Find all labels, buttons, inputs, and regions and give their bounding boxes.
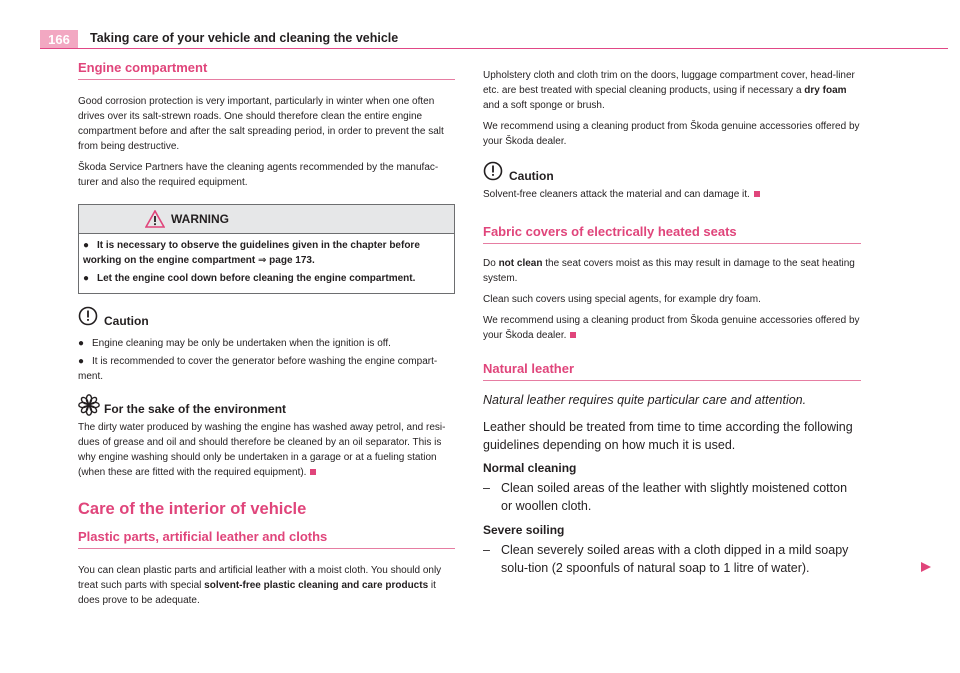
environment-header xyxy=(78,394,455,418)
caution-title: Caution xyxy=(104,314,149,328)
warning-header xyxy=(79,205,454,234)
engine-paragraph-2: Škoda Service Partners have the cleaning agents recommended by the manufac-turer and also the required equipment. xyxy=(78,162,439,188)
caution-item-text: Engine cleaning may be only be undertaken when the ignition is off. xyxy=(92,338,391,349)
warning-item-text: Let the engine cool down before cleaning the engine compartment. xyxy=(97,273,416,284)
normal-cleaning-title: Normal cleaning xyxy=(483,461,577,475)
heated-text-1: Do xyxy=(483,258,499,269)
bullet-icon: ● xyxy=(78,338,85,349)
leather-intro: Natural leather requires quite particular care and attention. xyxy=(483,393,807,407)
severe-soiling-title: Severe soiling xyxy=(483,523,565,537)
leather-paragraph: Leather should be treated from time to time according the following guidelines depending on how much it is used. xyxy=(483,420,853,452)
heated-text-bold: not clean xyxy=(498,258,543,269)
plastic-text-bold: solvent-free plastic cleaning and care products xyxy=(204,580,429,591)
bullet-icon: ● xyxy=(78,356,85,367)
normal-cleaning-text: Clean soiled areas of the leather with slightly moistened cotton or woollen cloth. xyxy=(501,481,848,513)
plastic-text-2: it does prove to be adequate. xyxy=(78,580,436,606)
section-end-marker xyxy=(310,469,316,475)
natural-leather-heading: Natural leather xyxy=(483,361,861,381)
environment-text xyxy=(78,420,455,480)
caution-title: Caution xyxy=(509,169,554,183)
section-end-marker xyxy=(754,191,760,197)
page-header xyxy=(40,30,948,50)
caution-item-text: It is recommended to cover the generator before washing the engine compart-ment. xyxy=(78,356,438,382)
bullet-icon: ● xyxy=(83,273,90,284)
caution-header xyxy=(78,306,455,330)
next-page-arrow-icon[interactable] xyxy=(920,561,932,573)
upholstery-paragraph-2: We recommend using a cleaning product from Škoda genuine accessories offered by your Škoda dealer. xyxy=(483,121,860,147)
left-column xyxy=(78,60,455,614)
upholstery-paragraph-1 xyxy=(483,68,861,113)
warning-item xyxy=(83,238,450,268)
caution-text-content: Solvent-free cleaners attack the material and can damage it. xyxy=(483,189,750,200)
plastic-parts-heading: Plastic parts, artificial leather and cloths xyxy=(78,529,455,549)
severe-soiling-text: Clean severely soiled areas with a cloth dipped in a mild soapy solu-tion (2 spoonfuls of natural soap to 1 litre of water). xyxy=(501,543,849,575)
plastic-text-1: You can clean plastic parts and artificial leather with a moist cloth. You should only treat such parts with special xyxy=(78,565,442,591)
page-title: Taking care of your vehicle and cleaning the vehicle xyxy=(90,31,399,45)
heated-text-2: the seat covers moist as this may result in damage to the seat heating system. xyxy=(483,258,855,284)
caution-header xyxy=(483,161,861,185)
caution-item xyxy=(78,336,455,351)
dash-marker: – xyxy=(483,481,490,495)
normal-cleaning-item xyxy=(483,479,861,515)
page-number: 166 xyxy=(40,30,78,49)
warning-triangle-icon xyxy=(145,210,165,228)
engine-caution xyxy=(78,306,455,384)
upholstery-caution xyxy=(483,161,861,202)
severe-soiling-item xyxy=(483,541,861,577)
bullet-icon: ● xyxy=(83,240,90,251)
environment-text-content: The dirty water produced by washing the engine has washed away petrol, and resi-dues of grease and oil and should therefore be cleaned by an oil separator. This is why engine washing should only be undertaken in a garage or at a fueling station (when these are fitted with the required equipment). xyxy=(78,422,446,478)
upholstery-text-1: Upholstery cloth and cloth trim on the doors, luggage compartment cover, head-liner etc. are best treated with special cleaning products, using if necessary a xyxy=(483,70,855,96)
upholstery-text-bold: dry foam xyxy=(804,85,847,96)
right-column xyxy=(483,68,861,585)
warning-body xyxy=(79,234,454,293)
warning-title: WARNING xyxy=(171,212,229,226)
environment-title: For the sake of the environment xyxy=(104,402,287,416)
heated-seats-heading: Fabric covers of electrically heated seats xyxy=(483,224,861,244)
engine-compartment-heading: Engine compartment xyxy=(78,60,455,80)
warning-item xyxy=(83,271,450,286)
warning-item-text: It is necessary to observe the guidelines given in the chapter before working on the engine compartment ⇒ page 173. xyxy=(83,240,420,266)
caution-icon xyxy=(483,161,503,181)
section-end-marker xyxy=(570,332,576,338)
heated-seats-paragraph-3 xyxy=(483,313,861,343)
flower-icon xyxy=(78,394,100,416)
caution-text xyxy=(483,187,861,202)
engine-paragraph-1: Good corrosion protection is very important, particularly in winter when one often drives over its salt-strewn roads. One should therefore clean the entire engine compartment before and after the salt spreading period, in order to prevent the salt from being destructive. xyxy=(78,96,444,152)
header-rule xyxy=(40,48,948,49)
plastic-parts-paragraph xyxy=(78,563,455,608)
heated-text-3: We recommend using a cleaning product from Škoda genuine accessories offered by your Škoda dealer. xyxy=(483,315,860,341)
interior-care-heading: Care of the interior of vehicle xyxy=(78,500,307,518)
warning-box xyxy=(78,204,455,294)
dash-marker: – xyxy=(483,543,490,557)
caution-icon xyxy=(78,306,98,326)
upholstery-text-2: and a soft sponge or brush. xyxy=(483,100,605,111)
heated-seats-paragraph-2: Clean such covers using special agents, for example dry foam. xyxy=(483,294,761,305)
heated-seats-paragraph-1 xyxy=(483,256,861,286)
environment-note xyxy=(78,394,455,480)
caution-item xyxy=(78,354,455,384)
